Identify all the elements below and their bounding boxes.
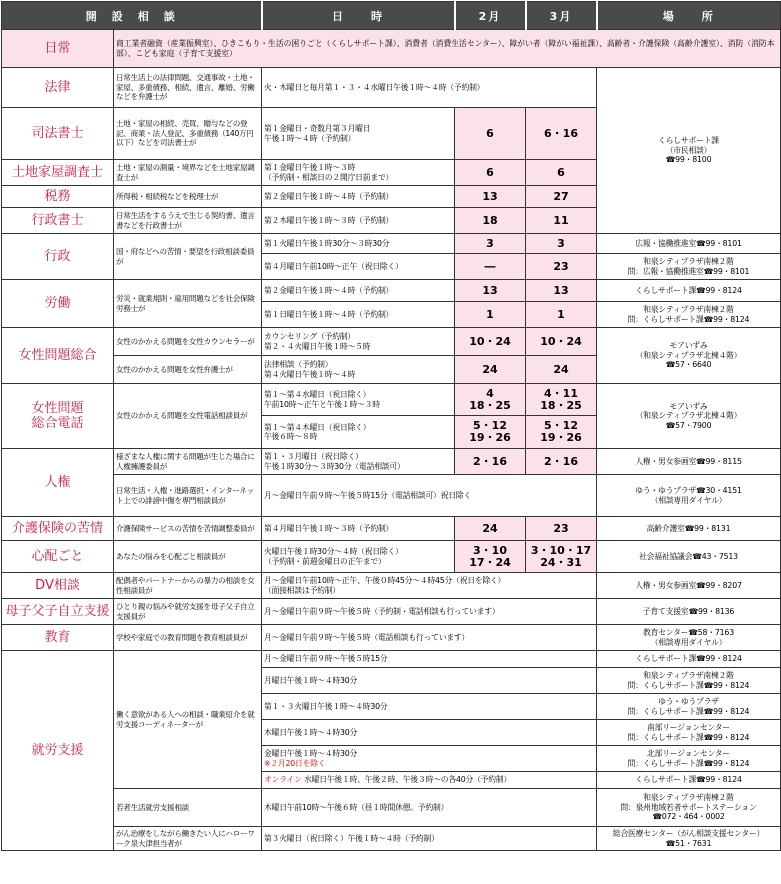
rights-place-2: ゆう・ゆうプラザ☎30・4151 （相談専用ダイヤル） [597, 475, 781, 517]
rights-desc-2: 日常生活・人権・進路選択・インターネット上での誹謗中傷を専門相談員が [114, 475, 262, 517]
women-phone-place: モアいずみ （和泉シティプラザ北棟４階） ☎57・7900 [597, 384, 781, 449]
rights-desc-1: 様ざまな人権に関する問題が生じた場合に人権擁護委員が [114, 449, 262, 475]
admin-schedule-2: 第４月曜日午前10時〜正午（祝日除く） [262, 254, 455, 280]
admin-schedule-1: 第１火曜日午後１時30分〜３時30分 [262, 234, 455, 254]
row-law [2, 68, 781, 108]
employment-schedule-5 [262, 746, 597, 772]
single-parent-place: 子育て支援室☎99・8136 [597, 599, 781, 625]
cat-labor: 労働 [2, 280, 114, 328]
education-desc: 学校や家庭での教育問題を教育相談員が [114, 625, 262, 651]
row-rights-2 [2, 475, 781, 517]
row-education [2, 625, 781, 651]
employment-note: ※２月20日を除く [264, 758, 326, 768]
rights-feb-1: 2・16 [455, 449, 526, 475]
labor-feb-2: 1 [455, 302, 526, 328]
cancer-schedule: 第３火曜日（祝日除く）午後１時〜４時（予約制） [262, 827, 597, 851]
cat-admin-scrivener: 行政書士 [2, 208, 114, 234]
admin-scrivener-mar: 11 [526, 208, 597, 234]
care-schedule: 第４月曜日午後１時〜３時（予約制） [262, 517, 455, 541]
employment-place-4: 南部リージョンセンター 問：くらしサポート課☎99・8124 [597, 720, 781, 746]
law-desc: 日常生活上の法律問題、交通事故・土地・家屋、多重債務、相続、遺言、離婚、労働などを弁護士が [114, 68, 262, 108]
admin-scrivener-feb: 18 [455, 208, 526, 234]
employment-schedule-3: 第１・３火曜日午後１時〜４時30分 [262, 694, 597, 720]
employment-schedule-5-text: 金曜日午後１時〜４時30分 [264, 749, 358, 759]
worry-mar: 3・10・17 24・31 [526, 541, 597, 573]
row-youth [2, 789, 781, 827]
judicial-mar: 6・16 [526, 108, 597, 160]
labor-mar-1: 13 [526, 280, 597, 302]
cancer-desc: がん治療をしながら働きたい人にハローワーク泉大津担当者が [114, 827, 262, 851]
worry-schedule: 火曜日午後１時30分〜４時（祝日除く） （予約制・前週金曜日の正午まで） [262, 541, 455, 573]
employment-place-5: 北部リージョンセンター 問：くらしサポート課☎99・8124 [597, 746, 781, 772]
single-parent-schedule: 月〜金曜日午前９時〜午後５時（予約制・電話相談も行っています） [262, 599, 597, 625]
land-schedule: 第１金曜日午後１時〜３時 （予約制・相談日の２開庁日前まで） [262, 160, 455, 186]
cat-women: 女性問題総合 [2, 328, 114, 384]
header-place: 場 所 [597, 2, 781, 30]
women-phone-desc: 女性のかかえる問題を女性電話相談員が [114, 384, 262, 449]
row-women-1 [2, 328, 781, 356]
admin-mar-2: 23 [526, 254, 597, 280]
women-schedule-1: カウンセリング（予約制） 第２・４火曜日午後１時〜５時 [262, 328, 455, 356]
cat-care: 介護保険の苦情 [2, 517, 114, 541]
women-mar-2: 24 [526, 356, 597, 384]
tax-feb: 13 [455, 186, 526, 208]
care-mar: 23 [526, 517, 597, 541]
admin-scrivener-desc: 日常生活をするうえで生じる契約書、遺言書などを行政書士が [114, 208, 262, 234]
women-phone-mar-2: 5・12 19・26 [526, 416, 597, 449]
women-phone-schedule-1: 第１〜第４水曜日（祝日除く） 午前10時〜正午と午後１時〜３時 [262, 384, 455, 416]
women-mar-1: 10・24 [526, 328, 597, 356]
admin-place-1: 広報・協働推進室☎99・8101 [597, 234, 781, 254]
header-row [2, 2, 781, 30]
worry-feb: 3・10 17・24 [455, 541, 526, 573]
worry-place: 社会福祉協議会☎43・7513 [597, 541, 781, 573]
cat-dv: DV相談 [2, 573, 114, 599]
land-feb: 6 [455, 160, 526, 186]
tax-schedule: 第２金曜日午後１時〜４時（予約制） [262, 186, 455, 208]
women-phone-schedule-2: 第１〜第４木曜日（祝日除く） 午後６時〜８時 [262, 416, 455, 449]
women-desc-2: 女性のかかえる問題を女性弁護士が [114, 356, 262, 384]
education-place: 教育センター☎58・7163 （相談専用ダイヤル） [597, 625, 781, 651]
admin-feb-2: ― [455, 254, 526, 280]
youth-place: 和泉シティプラザ南棟２階 問：泉州地域若者サポートステーション ☎072・464・0002 [597, 789, 781, 827]
judicial-feb: 6 [455, 108, 526, 160]
header-consultation: 開 設 相 談 [2, 2, 262, 30]
women-desc-1: 女性のかかえる問題を女性カウンセラーが [114, 328, 262, 356]
worry-desc: あなたの悩みを心配ごと相談員が [114, 541, 262, 573]
admin-place-2: 和泉シティプラザ南棟２階 問：広報・協働推進室☎99・8101 [597, 254, 781, 280]
judicial-schedule: 第１金曜日・奇数月第３月曜日 午後１時〜４時（予約制） [262, 108, 455, 160]
youth-desc: 若者生活就労支援相談 [114, 789, 262, 827]
online-label: オンライン [264, 775, 302, 785]
cat-law: 法律 [2, 68, 114, 108]
cat-employment: 就労支援 [2, 651, 114, 851]
law-schedule: 火・木曜日と毎月第１・３・４水曜日午後１時〜４時（予約制） [262, 68, 597, 108]
row-rights-1 [2, 449, 781, 475]
employment-schedule-4: 木曜日午後１時〜４時30分 [262, 720, 597, 746]
women-schedule-2: 法律相談（予約制） 第４火曜日午後１時〜４時 [262, 356, 455, 384]
admin-scrivener-schedule: 第２木曜日午後１時〜３時（予約制） [262, 208, 455, 234]
women-phone-mar-1: 4・11 18・25 [526, 384, 597, 416]
kurashi-place: くらしサポート課 （市民相談） ☎99・8100 [597, 68, 781, 234]
labor-feb-1: 13 [455, 280, 526, 302]
single-parent-desc: ひとり親の悩みや就労支援を母子父子自立支援員が [114, 599, 262, 625]
women-feb-2: 24 [455, 356, 526, 384]
cancer-place: 総合医療センター（がん相談支援センター） ☎51・7631 [597, 827, 781, 851]
admin-desc: 国・府などへの苦情・要望を行政相談委員が [114, 234, 262, 280]
labor-schedule-1: 第２金曜日午後１時〜４時（予約制） [262, 280, 455, 302]
row-care [2, 517, 781, 541]
women-phone-feb-2: 5・12 19・26 [455, 416, 526, 449]
education-schedule: 月〜金曜日午前９時〜午後５時（電話相談も行っています） [262, 625, 597, 651]
admin-feb-1: 3 [455, 234, 526, 254]
cat-land: 土地家屋調査士 [2, 160, 114, 186]
header-feb: 2月 [455, 2, 526, 30]
rights-mar-1: 2・16 [526, 449, 597, 475]
dv-desc: 配偶者やパートナーからの暴力の相談を女性相談員が [114, 573, 262, 599]
tax-desc: 所得税・相続税などを税理士が [114, 186, 262, 208]
employment-schedule-2: 月曜日午後１時〜４時30分 [262, 668, 597, 694]
consultation-table [1, 1, 781, 851]
care-desc: 介護保険サービスの苦情を苦情調整委員が [114, 517, 262, 541]
cat-worry: 心配ごと [2, 541, 114, 573]
employment-place-3: ゆう・ゆうプラザ 問：くらしサポート課☎99・8124 [597, 694, 781, 720]
women-place: モアいずみ （和泉シティプラザ北棟４階） ☎57・6640 [597, 328, 781, 384]
employment-place-6: くらしサポート課☎99・8124 [597, 772, 781, 789]
employment-schedule-1: 月〜金曜日午前９時〜午後５時15分 [262, 651, 597, 668]
row-women-phone-1 [2, 384, 781, 416]
judicial-desc: 土地・家屋の相続、売買、贈与などの登記、商業・法人登記、多重債務（140万円以下）などを司法書士が [114, 108, 262, 160]
rights-place-1: 人権・男女参画室☎99・8115 [597, 449, 781, 475]
cat-women-phone: 女性問題 総合電話 [2, 384, 114, 449]
general-text: 商工業者融資（産業振興室）、ひきこもり・生活の困りごと（くらしサポート課）、消費者（消費生活センター）、障がい者（障がい福祉課）、高齢者・介護保険（高齢介護室）、消防（消防本部）、こども家庭（子育て支援室） [114, 30, 781, 68]
row-dv [2, 573, 781, 599]
labor-schedule-2: 第１日曜日午後１時〜４時（予約制） [262, 302, 455, 328]
cat-tax: 税務 [2, 186, 114, 208]
labor-place-1: くらしサポート課☎99・8124 [597, 280, 781, 302]
row-single-parent [2, 599, 781, 625]
cat-education: 教育 [2, 625, 114, 651]
employment-schedule-6 [262, 772, 597, 789]
cat-rights: 人権 [2, 449, 114, 517]
row-cancer [2, 827, 781, 851]
admin-mar-1: 3 [526, 234, 597, 254]
header-mar: 3月 [526, 2, 597, 30]
employment-schedule-6-text: 水曜日午後１時、午後２時、午後３時〜の各40分（予約制） [304, 775, 512, 785]
women-feb-1: 10・24 [455, 328, 526, 356]
employment-place-1: くらしサポート課☎99・8124 [597, 651, 781, 668]
employment-desc: 働く意欲がある人への相談・職業紹介を就労支援コーディネーターが [114, 651, 262, 789]
employment-place-2: 和泉シティプラザ南棟２階 問：くらしサポート課☎99・8124 [597, 668, 781, 694]
labor-place-2: 和泉シティプラザ南棟２階 問：くらしサポート課☎99・8124 [597, 302, 781, 328]
cat-admin: 行政 [2, 234, 114, 280]
cat-single-parent: 母子父子自立支援 [2, 599, 114, 625]
cat-judicial: 司法書士 [2, 108, 114, 160]
rights-schedule-2: 月〜金曜日午前９時〜午後５時15分（電話相談可）祝日除く [262, 475, 597, 517]
row-admin-1 [2, 234, 781, 254]
labor-mar-2: 1 [526, 302, 597, 328]
land-mar: 6 [526, 160, 597, 186]
cat-general: 日常 [2, 30, 114, 68]
rights-schedule-1: 第１・３月曜日（祝日除く） 午後１時30分〜３時30分（電話相談可） [262, 449, 455, 475]
women-phone-feb-1: 4 18・25 [455, 384, 526, 416]
header-datetime: 日 時 [262, 2, 455, 30]
row-worry [2, 541, 781, 573]
row-labor-1 [2, 280, 781, 302]
row-employment-1 [2, 651, 781, 668]
care-feb: 24 [455, 517, 526, 541]
dv-place: 人権・男女参画室☎99・8207 [597, 573, 781, 599]
land-desc: 土地・家屋の測量・境界などを土地家屋調査士が [114, 160, 262, 186]
dv-schedule: 月〜金曜日午前10時〜正午、午後０時45分〜４時45分（祝日を除く） （面接相談は予約制） [262, 573, 597, 599]
labor-desc: 労災・就業規則・雇用問題などを社会保険労務士が [114, 280, 262, 328]
row-general [2, 30, 781, 68]
youth-schedule: 木曜日午前10時〜午後６時（昼１時間休憩。予約制） [262, 789, 597, 827]
care-place: 高齢介護室☎99・8131 [597, 517, 781, 541]
tax-mar: 27 [526, 186, 597, 208]
